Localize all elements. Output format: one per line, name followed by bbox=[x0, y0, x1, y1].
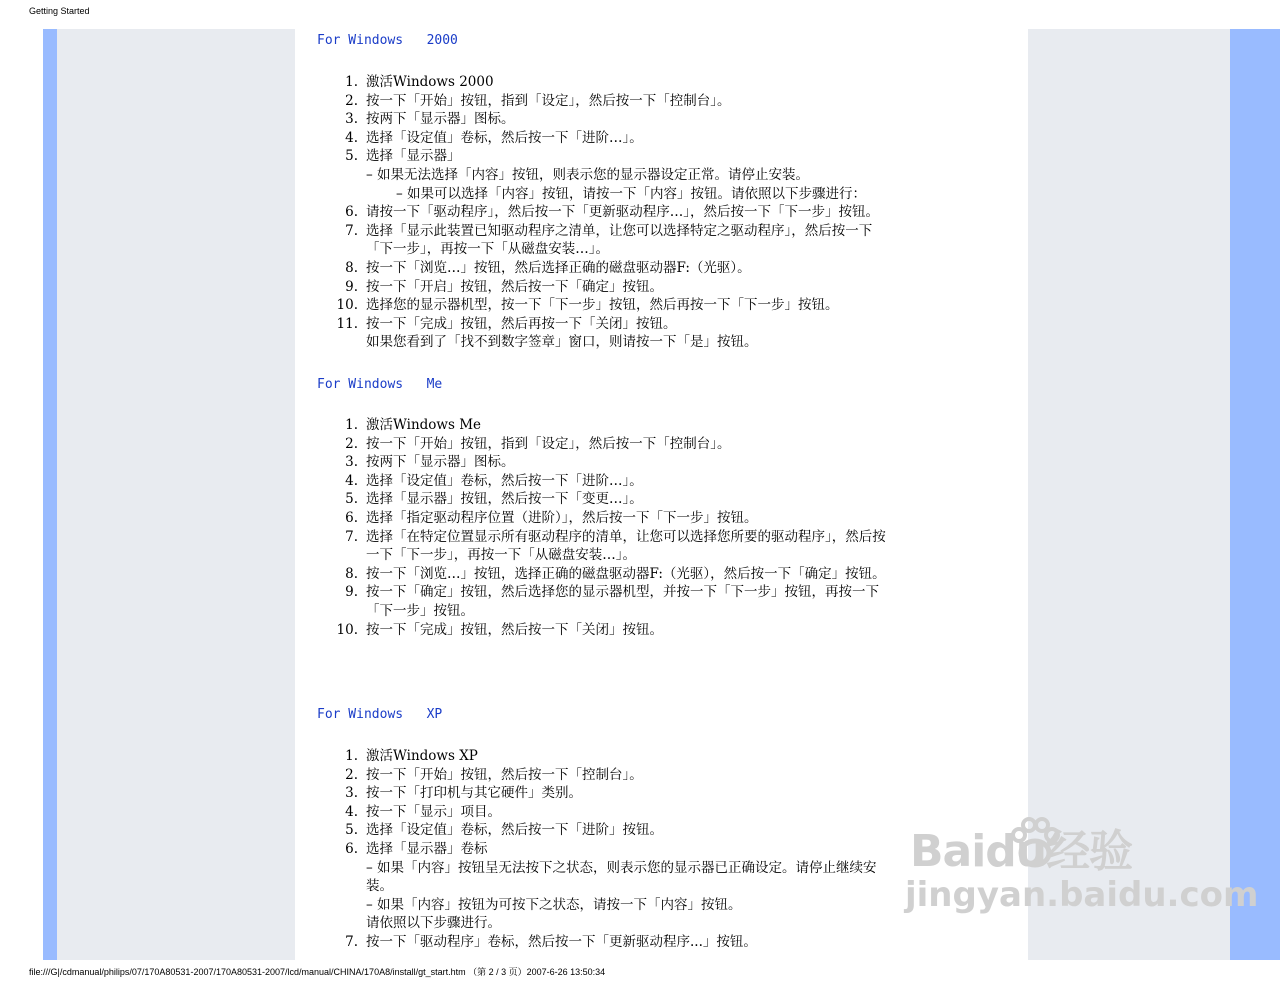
list-item bbox=[336, 296, 986, 315]
step-text: 按一下「开始」按钮，然后按一下「控制台」。 bbox=[366, 766, 643, 783]
step-number: 8. bbox=[345, 565, 358, 582]
step-text: 「下一步」按钮。 bbox=[366, 602, 474, 619]
step-subnote: – 如果可以选择「内容」按钮，请按一下「内容」按钮。请依照以下步骤进行： bbox=[396, 185, 867, 202]
list-item bbox=[336, 315, 986, 352]
step-number: 5. bbox=[345, 491, 358, 508]
step-text: 按一下「打印机与其它硬件」类别。 bbox=[366, 785, 582, 802]
step-number: 6. bbox=[345, 204, 358, 221]
section-title-windows-2000[interactable]: For Windows 2000 bbox=[317, 33, 458, 48]
watermark-url-text: jingyan.baidu.com bbox=[905, 875, 1259, 915]
step-text: 激活Windows XP bbox=[366, 748, 478, 764]
step-text: 选择「设定值」卷标，然后按一下「进阶」按钮。 bbox=[366, 822, 663, 839]
right-gap-panel bbox=[1216, 29, 1230, 960]
step-text: 选择「显示器」按钮，然后按一下「变更…」。 bbox=[366, 491, 643, 508]
step-number: 7. bbox=[345, 933, 358, 950]
list-item bbox=[345, 73, 986, 92]
step-number: 11. bbox=[336, 315, 358, 332]
list-item bbox=[336, 621, 986, 640]
step-text: 「下一步」，再按一下「从磁盘安装…」。 bbox=[366, 241, 609, 258]
left-accent-stripe bbox=[43, 29, 57, 960]
watermark-logo-text: Baidu经验 bbox=[910, 826, 1133, 877]
steps-list-windows-me bbox=[336, 416, 986, 639]
right-accent-stripe bbox=[1230, 29, 1280, 960]
step-number: 3. bbox=[345, 111, 358, 128]
list-item bbox=[345, 747, 986, 766]
list-item bbox=[345, 278, 986, 297]
step-number: 2. bbox=[345, 435, 358, 452]
step-number: 4. bbox=[345, 129, 358, 146]
list-item bbox=[345, 565, 986, 584]
step-text: 按一下「完成」按钮，然后再按一下「关闭」按钮。 bbox=[366, 315, 677, 332]
step-number: 6. bbox=[345, 509, 358, 526]
section-title-windows-me[interactable]: For Windows Me bbox=[317, 377, 443, 392]
list-item bbox=[345, 583, 986, 620]
section-title-windows-xp[interactable]: For Windows XP bbox=[317, 707, 443, 722]
list-item bbox=[345, 453, 986, 472]
step-text: 装。 bbox=[366, 878, 393, 895]
list-item bbox=[345, 110, 986, 129]
step-text: 一下「下一步」，再按一下「从磁盘安装…」。 bbox=[366, 547, 636, 564]
page-header-title: Getting Started bbox=[29, 6, 90, 16]
list-item bbox=[345, 803, 986, 822]
step-number: 7. bbox=[345, 222, 358, 239]
step-number: 1. bbox=[345, 417, 358, 433]
step-number: 6. bbox=[345, 840, 358, 857]
list-item bbox=[345, 129, 986, 148]
step-text: 按一下「浏览…」按钮，然后选择正确的磁盘驱动器F:（光驱）。 bbox=[366, 259, 751, 276]
step-text: 按一下「确定」按钮，然后选择您的显示器机型，并按一下「下一步」按钮，再按一下 bbox=[366, 584, 879, 601]
right-sidebar-panel bbox=[1028, 29, 1216, 960]
step-number: 10. bbox=[336, 621, 358, 638]
list-item bbox=[345, 147, 986, 203]
step-text: 选择「显示器」卷标 bbox=[366, 840, 488, 857]
list-item bbox=[345, 92, 986, 111]
step-text: 选择「显示此装置已知驱动程序之清单，让您可以选择特定之驱动程序」，然后按一下 bbox=[366, 222, 873, 239]
step-subnote: – 如果无法选择「内容」按钮，则表示您的显示器设定正常。请停止安装。 bbox=[366, 166, 810, 183]
list-item bbox=[345, 766, 986, 785]
steps-list-windows-xp bbox=[345, 747, 986, 952]
step-number: 3. bbox=[345, 454, 358, 471]
list-item bbox=[345, 259, 986, 278]
step-text: 按一下「显示」项目。 bbox=[366, 803, 501, 820]
step-text: 激活Windows 2000 bbox=[366, 74, 494, 90]
list-item bbox=[345, 840, 986, 933]
step-number: 2. bbox=[345, 92, 358, 109]
step-number: 5. bbox=[345, 148, 358, 165]
step-number: 8. bbox=[345, 259, 358, 276]
list-item bbox=[345, 490, 986, 509]
step-text: 激活Windows Me bbox=[366, 417, 482, 433]
list-item bbox=[345, 784, 986, 803]
list-item bbox=[345, 509, 986, 528]
step-text: – 如果「内容」按钮为可按下之状态，请按一下「内容」按钮。 bbox=[366, 896, 742, 913]
step-number: 1. bbox=[345, 748, 358, 764]
step-text: 按一下「驱动程序」卷标，然后按一下「更新驱动程序...」按钮。 bbox=[366, 933, 757, 950]
list-item bbox=[345, 933, 986, 952]
step-text: 选择「设定值」卷标，然后按一下「进阶…」。 bbox=[366, 472, 643, 489]
step-number: 1. bbox=[345, 74, 358, 90]
step-number: 2. bbox=[345, 766, 358, 783]
step-text: 按一下「浏览…」按钮，选择正确的磁盘驱动器F:（光驱），然后按一下「确定」按钮。 bbox=[366, 565, 886, 582]
step-number: 4. bbox=[345, 803, 358, 820]
step-number: 3. bbox=[345, 785, 358, 802]
step-number: 9. bbox=[345, 278, 358, 295]
step-number: 5. bbox=[345, 822, 358, 839]
list-item bbox=[345, 222, 986, 259]
step-text: 选择「在特定位置显示所有驱动程序的清单，让您可以选择您所要的驱动程序」，然后按 bbox=[366, 528, 886, 545]
step-text: 按一下「开始」按钮，指到「设定」，然后按一下「控制台」。 bbox=[366, 435, 731, 452]
step-text: 请按一下「驱动程序」，然后按一下「更新驱动程序…」，然后按一下「下一步」按钮。 bbox=[366, 204, 879, 221]
list-item bbox=[345, 472, 986, 491]
step-text: – 如果「内容」按钮呈无法按下之状态，则表示您的显示器已正确设定。请停止继续安 bbox=[366, 859, 877, 876]
step-text: 选择「指定驱动程序位置（进阶）」，然后按一下「下一步」按钮。 bbox=[366, 509, 758, 526]
step-text: 按一下「开始」按钮，指到「设定」，然后按一下「控制台」。 bbox=[366, 92, 731, 109]
step-text: 选择「设定值」卷标，然后按一下「进阶…」。 bbox=[366, 129, 643, 146]
step-text: 按一下「完成」按钮，然后按一下「关闭」按钮。 bbox=[366, 621, 663, 638]
list-item bbox=[345, 435, 986, 454]
step-text: 选择「显示器」 bbox=[366, 148, 461, 165]
step-number: 7. bbox=[345, 528, 358, 545]
list-item bbox=[345, 416, 986, 435]
page-footer-path: file:///G|/cdmanual/philips/07/170A80531-2007/170A80531-2007/lcd/manual/CHINA/170A8/install/gt_start.htm （第 2 / 3 页）2007-6-26 13:50:34 bbox=[29, 967, 606, 977]
step-text: 请依照以下步骤进行。 bbox=[366, 915, 501, 932]
step-text: 按两下「显示器」图标。 bbox=[366, 111, 515, 128]
left-sidebar-panel bbox=[57, 29, 295, 960]
steps-list-windows-2000 bbox=[336, 73, 986, 352]
list-item bbox=[345, 821, 986, 840]
step-number: 9. bbox=[345, 584, 358, 601]
step-text: 如果您看到了「找不到数字签章」窗口，则请按一下「是」按钮。 bbox=[366, 334, 758, 351]
step-number: 10. bbox=[336, 297, 358, 314]
list-item bbox=[345, 203, 986, 222]
list-item bbox=[345, 528, 986, 565]
step-number: 4. bbox=[345, 472, 358, 489]
step-text: 按两下「显示器」图标。 bbox=[366, 454, 515, 471]
step-text: 选择您的显示器机型，按一下「下一步」按钮，然后再按一下「下一步」按钮。 bbox=[366, 297, 839, 314]
step-text: 按一下「开启」按钮，然后按一下「确定」按钮。 bbox=[366, 278, 663, 295]
